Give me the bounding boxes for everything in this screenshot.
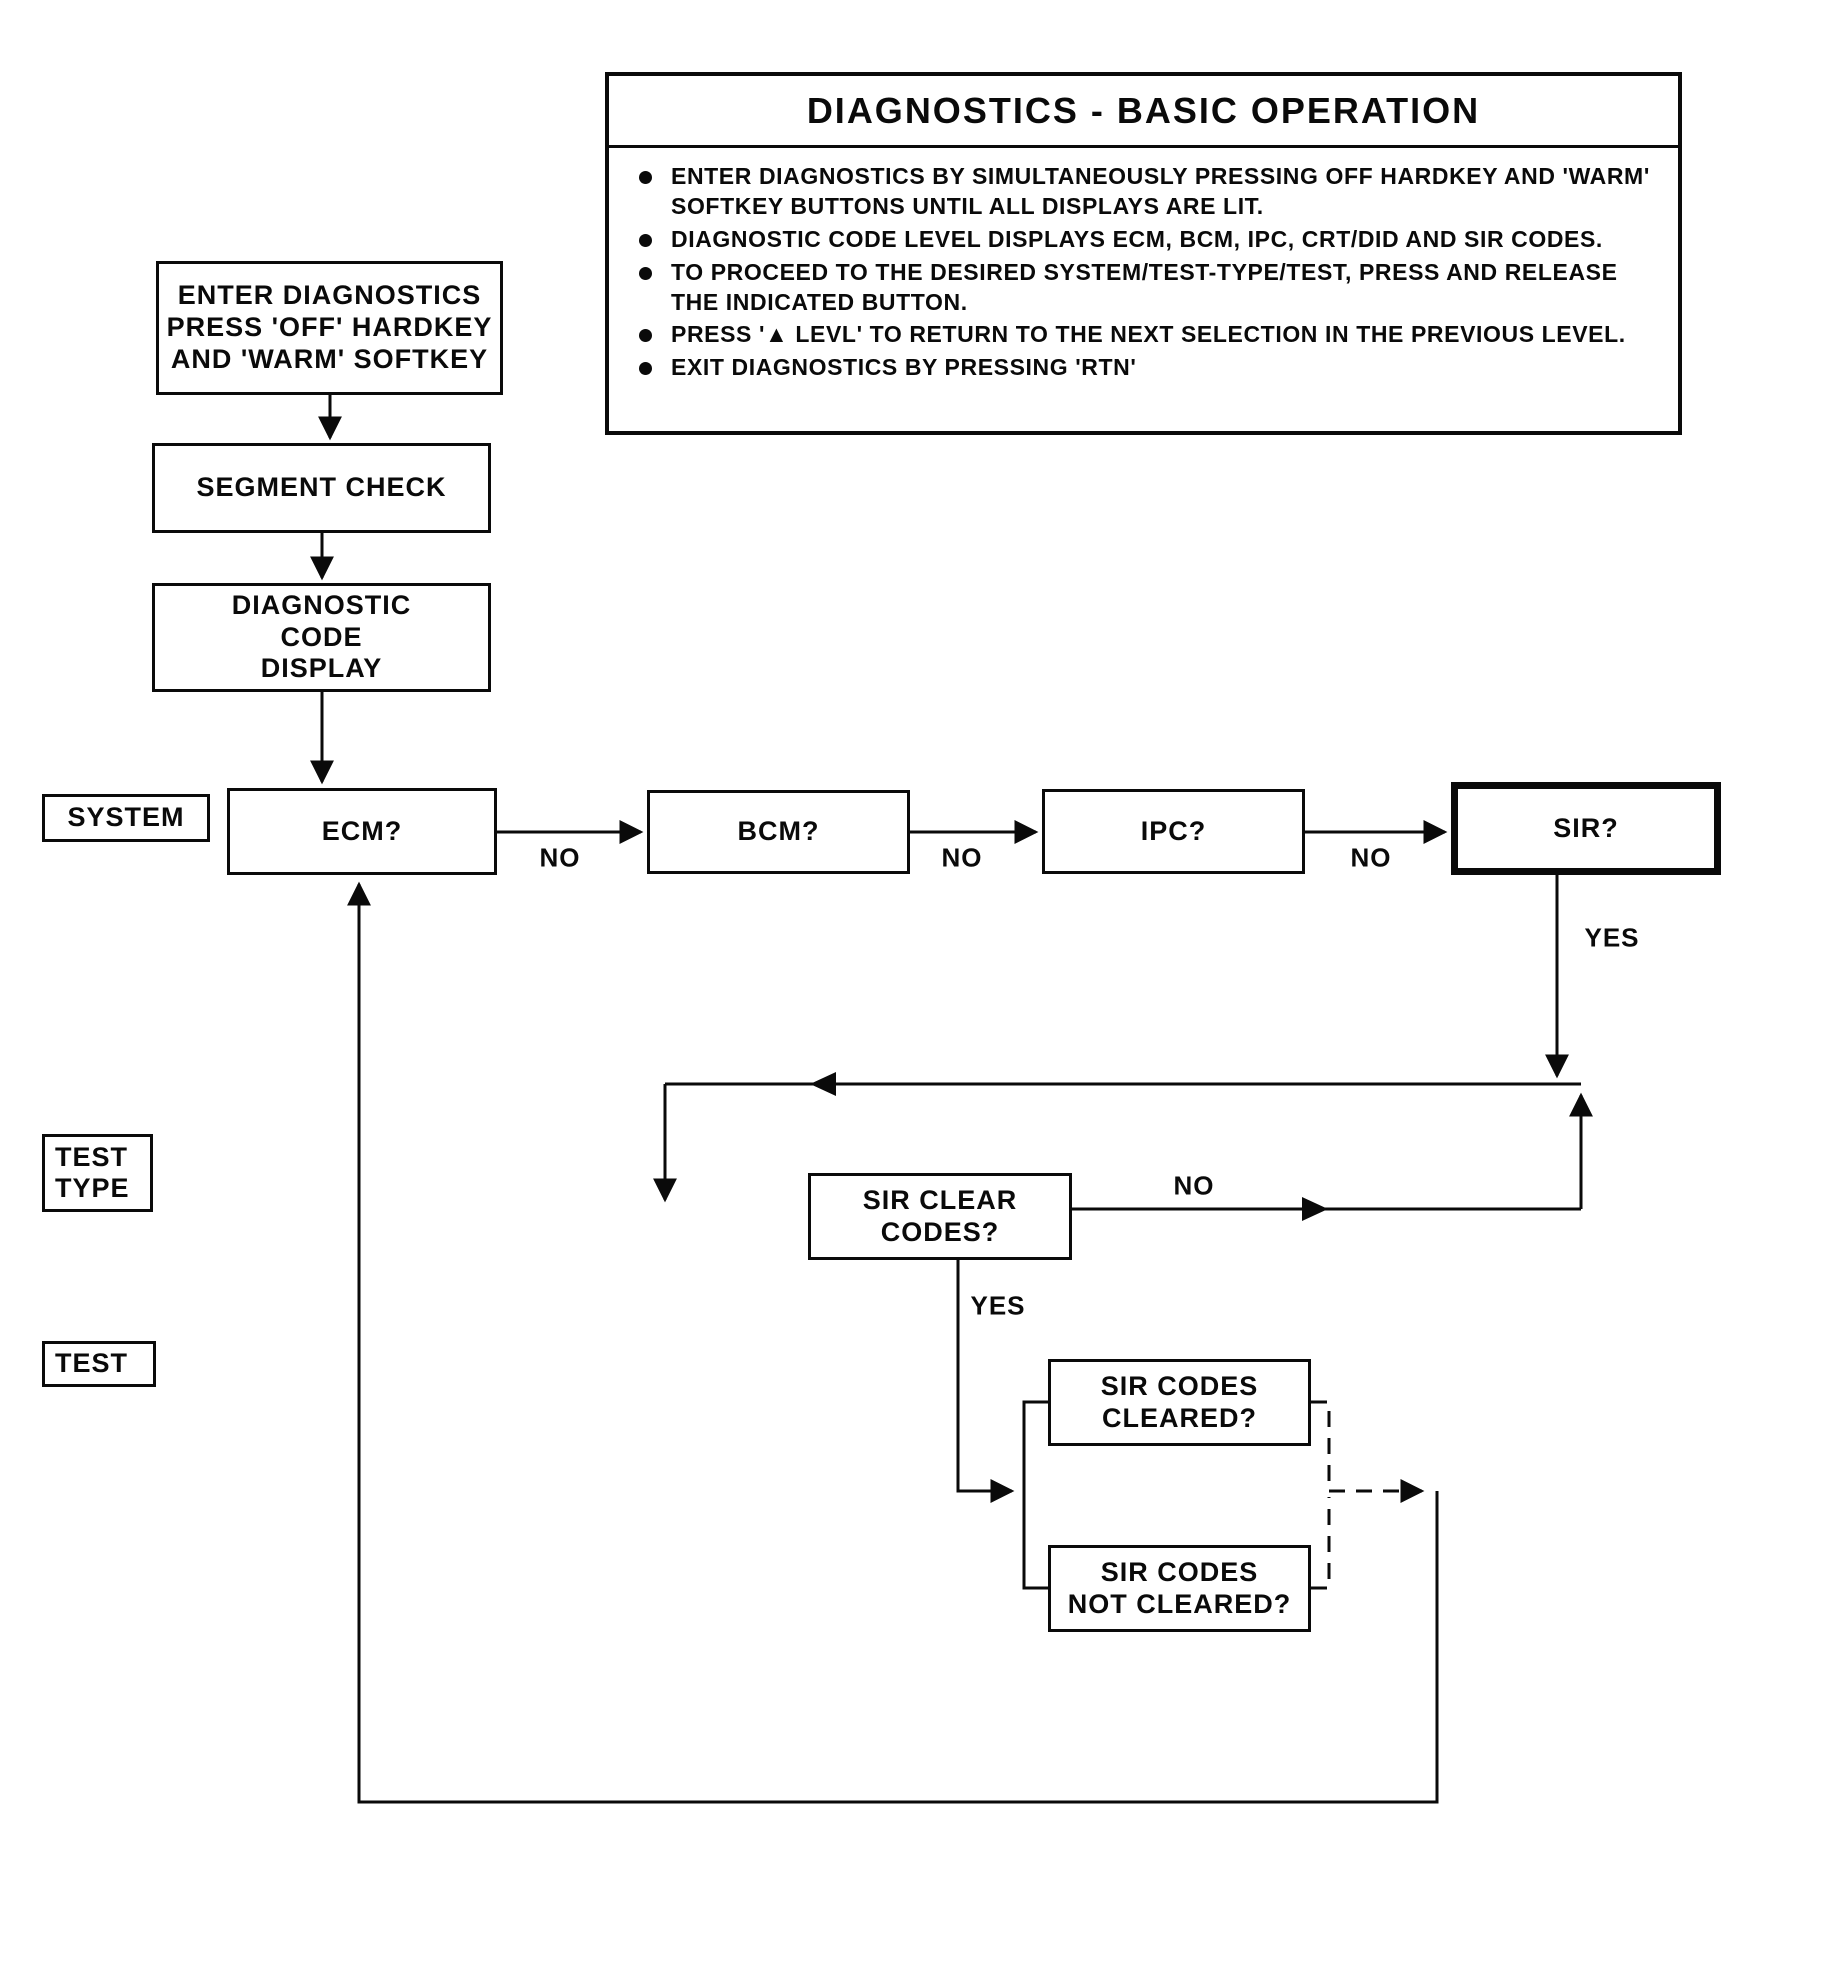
arrowhead-cycle-left [810, 1072, 836, 1096]
node-line: ECM? [321, 815, 403, 846]
node-line: PRESS 'OFF' HARDKEY [166, 312, 493, 343]
bullet-text: PRESS '▲ LEVL' TO RETURN TO THE NEXT SELECTION IN THE PREVIOUS LEVEL. [671, 321, 1626, 348]
node-line: SEGMENT CHECK [196, 472, 447, 503]
bullet-icon [639, 267, 652, 280]
edge-label-no-ecm-bcm: NO [536, 843, 585, 874]
node-bcm [647, 790, 910, 874]
node-diagnostic-code-display [152, 583, 491, 692]
node-line: BCM? [737, 816, 820, 847]
info-bullet [625, 162, 1656, 222]
node-line: DISPLAY [260, 653, 383, 684]
bullet-text: EXIT DIAGNOSTICS BY PRESSING 'RTN' [671, 354, 1137, 381]
node-sir [1451, 782, 1721, 875]
node-enter-diagnostics [156, 261, 503, 395]
edge-label-no-clear-codes: NO [1170, 1171, 1219, 1202]
bullet-icon [639, 329, 652, 342]
node-ecm [227, 788, 497, 875]
level-label-line: TEST [55, 1348, 129, 1379]
bullet-text: ENTER DIAGNOSTICS BY SIMULTANEOUSLY PRESSING OFF HARDKEY AND 'WARM' SOFTKEY BUTTONS UNTIL ALL DISPLAYS ARE LIT. [671, 163, 1650, 219]
edge-notcleared-dashed [1311, 1497, 1329, 1588]
edge-result-bracket [1024, 1402, 1048, 1588]
node-line: CLEARED? [1102, 1402, 1257, 1433]
bullet-text: TO PROCEED TO THE DESIRED SYSTEM/TEST-TYPE/TEST, PRESS AND RELEASE THE INDICATED BUTTON. [671, 258, 1618, 315]
node-line: SIR CODES [1100, 1370, 1259, 1401]
info-bullet-list [609, 148, 1678, 383]
node-line: AND 'WARM' SOFTKEY [170, 343, 489, 374]
level-label-system [42, 794, 210, 842]
node-line: SIR CODES [1100, 1556, 1259, 1587]
edge-return-to-ecm [359, 884, 1437, 1802]
node-line: SIR? [1553, 812, 1619, 843]
node-line: ENTER DIAGNOSTICS [177, 280, 482, 311]
bullet-icon [639, 234, 652, 247]
level-label-test [42, 1341, 156, 1387]
node-line: IPC? [1140, 815, 1207, 846]
node-line: NOT CLEARED? [1067, 1588, 1292, 1619]
info-bullet [625, 258, 1656, 318]
info-bullet [625, 320, 1656, 350]
info-bullet [625, 225, 1656, 255]
bullet-icon [639, 362, 652, 375]
bullet-text: DIAGNOSTIC CODE LEVEL DISPLAYS ECM, BCM, IPC, CRT/DID AND SIR CODES. [671, 225, 1603, 252]
diagram-title: DIAGNOSTICS - BASIC OPERATION [609, 76, 1678, 148]
edge-cleared-dashed [1311, 1402, 1329, 1485]
node-ipc [1042, 789, 1305, 874]
level-label-line: TEST [55, 1141, 129, 1172]
node-sir-clear-codes [808, 1173, 1072, 1260]
node-line: CODES? [880, 1216, 1000, 1247]
level-label-line: SYSTEM [67, 802, 185, 833]
node-line: SIR CLEAR [862, 1184, 1018, 1215]
info-panel [605, 72, 1682, 435]
arrowhead-no-mid [1302, 1197, 1328, 1221]
edge-label-no-bcm-ipc: NO [938, 843, 987, 874]
edge-label-no-ipc-sir: NO [1347, 843, 1396, 874]
node-segment-check [152, 443, 491, 533]
bullet-icon [639, 171, 652, 184]
level-label-line: TYPE [55, 1173, 130, 1203]
node-sir-codes-cleared [1048, 1359, 1311, 1446]
node-line: DIAGNOSTIC [231, 589, 412, 620]
node-line: CODE [280, 621, 363, 652]
edge-label-yes-sir: YES [1580, 923, 1643, 954]
info-bullet [625, 353, 1656, 383]
level-label-test-type [42, 1134, 153, 1212]
edge-label-yes-clear-codes: YES [966, 1291, 1029, 1322]
node-sir-codes-not-cleared [1048, 1545, 1311, 1632]
